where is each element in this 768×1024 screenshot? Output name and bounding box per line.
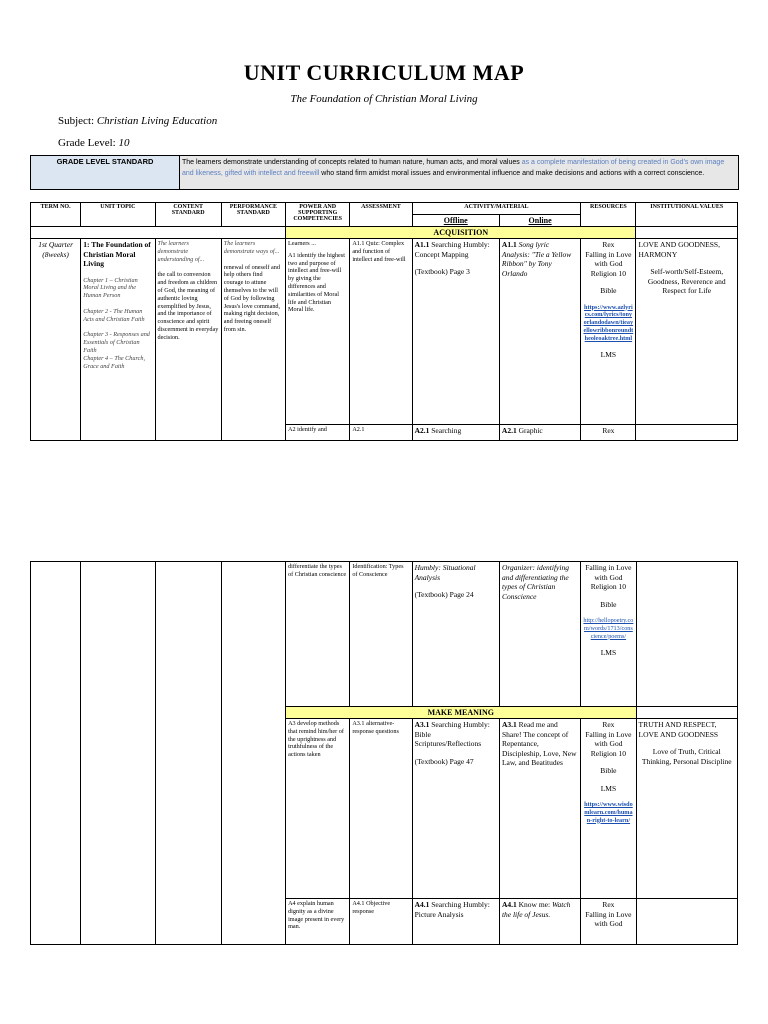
- col-offline: Offline: [412, 215, 499, 227]
- values-a1: LOVE AND GOODNESS, HARMONY Self-worth/Self-Esteem, Goodness, Reverence and Respect for Life: [636, 239, 738, 425]
- phase-acquisition: ACQUISITION: [286, 227, 636, 239]
- assessment-a3: A3.1 alternative-response questions: [350, 719, 412, 899]
- phase-make-meaning: MAKE MEANING: [286, 707, 636, 719]
- poetry-link[interactable]: http://hellopoetry.com/words/1713/conscience/poems/: [583, 617, 634, 640]
- online-a2-cont: Organizer: identifying and differentiating the types of Christian Conscience: [499, 562, 580, 707]
- grade-label: Grade Level:: [58, 137, 116, 149]
- curriculum-table-page2: [30, 561, 738, 945]
- subject-label: Subject:: [58, 115, 95, 127]
- online-a4: A4.1 Know me: Watch the life of Jesus.: [499, 899, 580, 945]
- assessment-a2-cont: Identification: Types of Conscience: [350, 562, 412, 707]
- curriculum-table-page1: [30, 202, 738, 441]
- wisdom-link[interactable]: https://www.wisdomlearn.com/human-right-to-learn/: [584, 801, 633, 824]
- col-performance: PERFORMANCE STANDARD: [221, 203, 285, 227]
- col-term: TERM NO.: [31, 203, 81, 227]
- col-activity: ACTIVITY/MATERIAL: [412, 203, 581, 215]
- offline-a3: A3.1 Searching Humbly: Bible Scriptures/Reflections (Textbook) Page 47: [412, 719, 499, 899]
- offline-a2-cont: Humbly: Situational Analysis (Textbook) Page 24: [412, 562, 499, 707]
- page-subtitle: The Foundation of Christian Moral Living: [290, 93, 478, 105]
- standard-label: GRADE LEVEL STANDARD: [31, 156, 180, 190]
- term-cell: 1st Quarter (8weeks): [31, 239, 81, 441]
- values-a3: TRUTH AND RESPECT, LOVE AND GOODNESS Love of Truth, Critical Thinking, Personal Discipline: [636, 719, 737, 899]
- online-a2: A2.1 Graphic: [499, 425, 580, 441]
- assessment-a2: A2.1: [350, 425, 412, 441]
- competency-a4: A4 explain human dignity as a divine image present in every man.: [286, 899, 350, 945]
- competency-a1: Learners ... A1 identify the highest two and purpose of intellect and free-will by giving the differences and similarities of Moral life and Christian Moral life.: [286, 239, 350, 425]
- resources-a2: Rex: [581, 425, 636, 441]
- col-assessment: ASSESSMENT: [350, 203, 412, 227]
- competency-a2: A2 identify and: [286, 425, 350, 441]
- competency-a3: A3 develop methods that remind him/her of the uprightness and truthfulness of the actions taken: [286, 719, 350, 899]
- col-values: INSTITUTIONAL VALUES: [636, 203, 738, 227]
- lyrics-link[interactable]: https://www.azlyrics.com/lyrics/tonyorlandodawn/tieayellowribbonroundtheoleoaktree.html: [583, 303, 634, 342]
- resources-a2-cont: Falling in Love with God Religion 10 Bible http://hellopoetry.com/words/1713/conscience/poems/ LMS: [581, 562, 636, 707]
- standard-text: The learners demonstrate understanding of concepts related to human nature, human acts, and moral values as a complete manifestation of being created in God's own image and likeness, gifted with intellect and freewill who stand firm amidst moral issues and environmental influence and make decisions and actions with a correct conscience.: [180, 156, 739, 190]
- offline-a1: A1.1 Searching Humbly: Concept Mapping (Textbook) Page 3: [412, 239, 499, 425]
- online-a3: A3.1 Read me and Share! The concept of Repentance, Discipleship, Love, New Law, and Beatitudes: [499, 719, 580, 899]
- unit-topic-cell: 1: The Foundation of Christian Moral Living Chapter 1 – Christian Moral Living and the Human Person Chapter 2 - The Human Acts and Christian Faith Chapter 3 - Responses and Essentials of Christian Faith Chapter 4 – The Church, Grace and Faith: [81, 239, 155, 441]
- col-topic: UNIT TOPIC: [81, 203, 155, 227]
- resources-a1: Rex Falling in Love with God Religion 10 Bible https://www.azlyrics.com/lyrics/tonyorlandodawn/tieayellowribbonroundtheoleoaktree.html LMS: [581, 239, 636, 425]
- col-resources: RESOURCES: [581, 203, 636, 227]
- grade-value: 10: [118, 137, 130, 149]
- offline-a2: A2.1 Searching: [412, 425, 499, 441]
- col-content: CONTENT STANDARD: [155, 203, 221, 227]
- resources-a4: Rex Falling in Love with God: [581, 899, 636, 945]
- grade-line: [58, 137, 129, 149]
- competency-a2-cont: differentiate the types of Christian conscience: [286, 562, 350, 707]
- subject-line: [58, 115, 217, 127]
- page-title: UNIT CURRICULUM MAP: [243, 60, 525, 85]
- standard-table: [30, 155, 739, 190]
- col-online: Online: [499, 215, 580, 227]
- assessment-a4: A4.1 Objective response: [350, 899, 412, 945]
- online-a1: A1.1 Song lyric Analysis: "Tie a Yellow Ribbon" by Tony Orlando: [499, 239, 580, 425]
- content-standard-cell: The learners demonstrate understanding of... the call to conversion and freedom as children of God, the meaning of authentic loving exemplified by Jesus, and the importance of conscience and spirit discernment in everyday decision.: [155, 239, 221, 441]
- offline-a4: A4.1 Searching Humbly: Picture Analysis: [412, 899, 499, 945]
- assessment-a1: A1.1 Quiz: Complex and function of intellect and free-will: [350, 239, 412, 425]
- subject-value: Christian Living Education: [96, 115, 218, 127]
- performance-standard-cell: The learners demonstrate ways of... renewal of oneself and help others find courage to attune themselves to the will of God by following Jesus's love command, making right decision, and freeing oneself from sin.: [221, 239, 285, 441]
- resources-a3: Rex Falling in Love with God Religion 10 Bible LMS https://www.wisdomlearn.com/human-right-to-learn/: [581, 719, 636, 899]
- col-competencies: POWER AND SUPPORTING COMPETENCIES: [286, 203, 350, 227]
